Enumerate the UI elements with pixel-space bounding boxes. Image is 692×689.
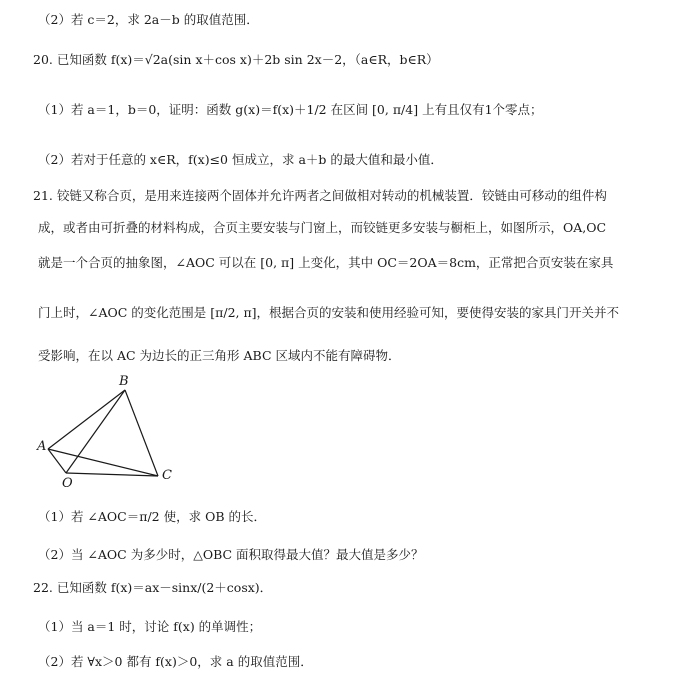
point-label-o: O (62, 476, 73, 491)
problem-21-line-5: 受影响，在以 AC 为边长的正三角形 ABC 区域内不能有障碍物． (38, 348, 401, 363)
problem-21-line-2: 成，或者由可折叠的材料构成，合页主要安装与门窗上，而铰链更多安装与橱柜上，如图所示，OA,OC (38, 220, 607, 235)
problem-20-part-1: （1）若 a＝1，b＝0，证明：函数 g(x)＝f(x)＋1/2 在区间 [0, π/4] 上有且仅有1个零点； (38, 102, 543, 117)
problem-21-line-4: 门上时，∠AOC 的变化范围是 [π/2, π]，根据合页的安装和使用经验可知，要使得安装的家具门开关并不 (38, 305, 620, 320)
problem-21-part-2: （2）当 ∠AOC 为多少时，△OBC 面积取得最大值？最大值是多少？ (38, 547, 424, 562)
segment-oc (66, 473, 158, 476)
segment-ac (48, 449, 158, 476)
point-label-c: C (162, 468, 172, 483)
problem-22-part-1: （1）当 a＝1 时，讨论 f(x) 的单调性； (38, 619, 262, 634)
problem-21-part-1: （1）若 ∠AOC＝π/2 使，求 OB 的长． (38, 509, 266, 524)
point-label-b: B (119, 374, 129, 389)
segment-ao (48, 449, 66, 473)
problem-21-line-1: 21. 铰链又称合页，是用来连接两个固体并允许两者之间做相对转动的机械装置．铰链由可移动的组件构 (33, 188, 607, 203)
problem-20-part-2: （2）若对于任意的 x∈R，f(x)≤0 恒成立，求 a＋b 的最大值和最小值． (38, 152, 443, 167)
problem-21-line-3: 就是一个合页的抽象图，∠AOC 可以在 [0, π] 上变化，其中 OC＝2OA＝8cm，正常把合页安装在家具 (38, 255, 614, 270)
problem-20-statement: 20. 已知函数 f(x)＝√2a(sin x＋cos x)＋2b sin 2x－2，（a∈R，b∈R） (33, 52, 439, 67)
problem-19-part-2: （2）若 c＝2，求 2a－b 的取值范围． (38, 12, 259, 27)
segment-ob (66, 390, 125, 473)
segment-bc (125, 390, 158, 476)
problem-22-part-2: （2）若 ∀x＞0 都有 f(x)＞0，求 a 的取值范围． (38, 654, 313, 669)
point-label-a: A (37, 439, 47, 454)
problem-22-statement: 22. 已知函数 f(x)＝ax－sinx/(2＋cosx)． (33, 580, 273, 595)
segment-ab (48, 390, 125, 449)
